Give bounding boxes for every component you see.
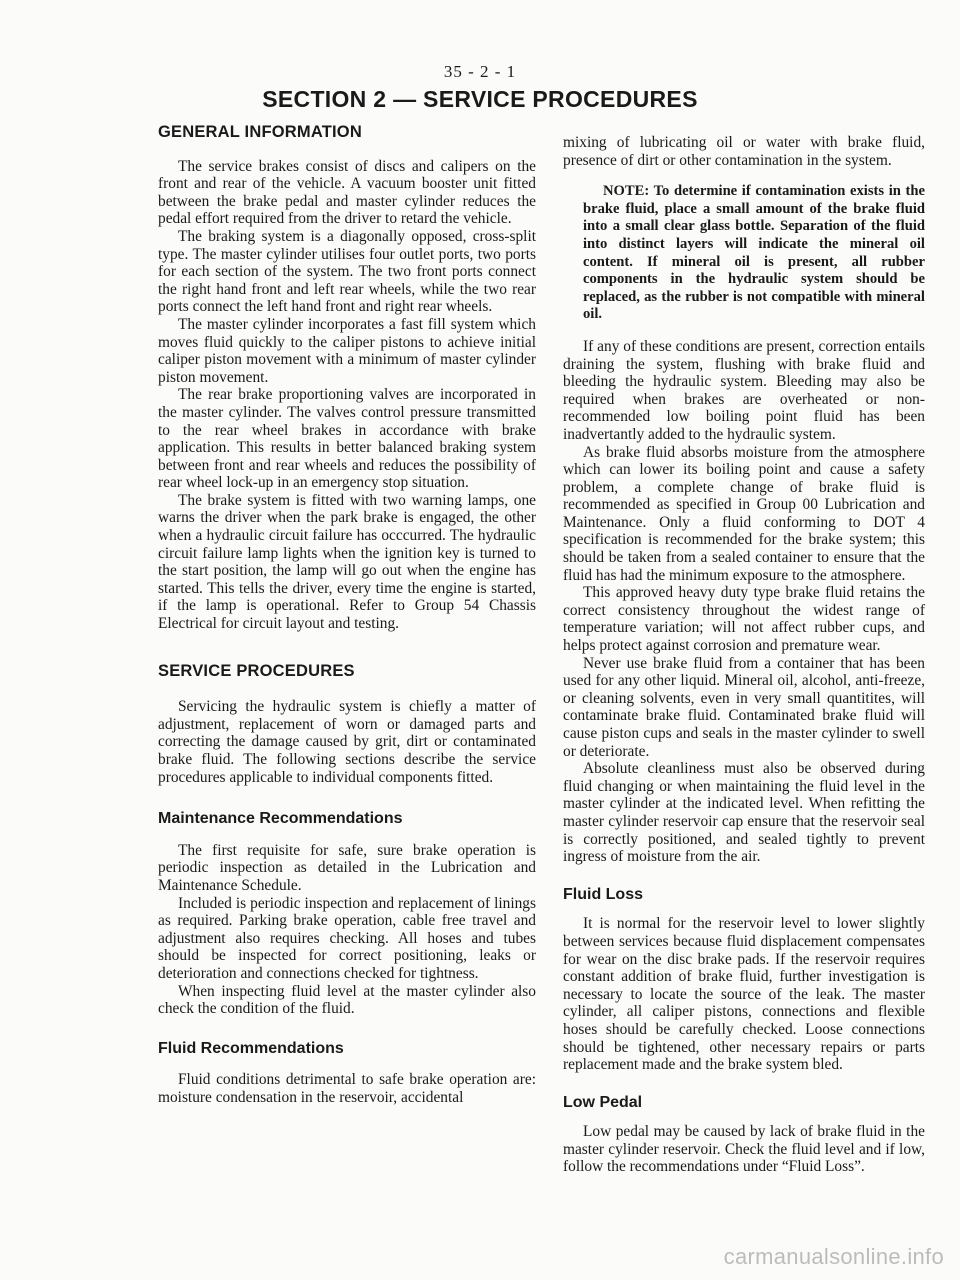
fluid-loss-heading: Fluid Loss — [563, 885, 643, 903]
general-info-paragraph: The brake system is fitted with two warning lamps, one warns the driver when the park brake is engaged, the other when a hydraulic circuit failure has occcurred. The hydraulic circuit failure lamp lights when the ignition key is turned to the start position, the lamp will go out when the engine has started. This tells the driver, every time the engine is started, if the lamp is operational. Refer to Group 54 Chassis Electrical for circuit layout and testing. — [158, 491, 536, 633]
body-paragraph: If any of these conditions are present, correction entails draining the system, flushing with brake fluid and bleeding the hydraulic system. Bleeding may also be required when brakes are overheated or non-recommended low boiling point fluid has been inadvertantly added to the hydraulic system. — [563, 337, 925, 443]
page-number: 35 - 2 - 1 — [443, 62, 517, 81]
section-title: SECTION 2 — SERVICE PROCEDURES — [262, 86, 698, 112]
body-paragraph: Absolute cleanliness must also be observed during fluid changing or when maintaining the fluid level in the master cylinder at the indicated level. When refitting the master cylinder reservoir cap ensure that the reservoir seal is correctly positioned, and sealed tightly to prevent ingress of moisture from the air. — [563, 760, 925, 866]
note-block: NOTE: To determine if contamination exists in the brake fluid, place a small amount of the brake fluid into a small clear glass bottle. Separation of the fluid into distinct layers will indicate the mineral oil content. If mineral oil is present, all rubber components in the hydraulic system should be replaced, as the rubber is not compatible with mineral oil. — [583, 183, 925, 323]
body-paragraph: Never use brake fluid from a container that has been used for any other liquid. Mineral oil, alcohol, anti-freeze, or cleaning solvents, even in very small quantitites, will contaminate brake fluid. Contaminated brake fluid will cause piston cups and seals in the master cylinder to swell or deteriorate. — [563, 654, 925, 760]
low-pedal-heading: Low Pedal — [563, 1093, 643, 1111]
right-column — [563, 134, 925, 1176]
general-info-paragraph: The service brakes consist of discs and calipers on the front and rear of the vehicle. A vacuum booster unit fitted between the brake pedal and master cylinder reduces the pedal effort required from the driver to retard the vehicle. — [158, 157, 536, 228]
watermark: carmanualsonline.info — [723, 1244, 944, 1269]
continuation-paragraph: mixing of lubricating oil or water with brake fluid, presence of dirt or other contamination in the system. — [563, 134, 925, 169]
left-column — [158, 124, 536, 1107]
general-info-paragraph: The braking system is a diagonally opposed, cross-split type. The master cylinder utilises four outlet ports, two ports for each section of the system. The two front ports connect the right hand front and left rear wheels, while the two rear ports connect the left hand front and right rear wheels. — [158, 227, 536, 316]
body-paragraph: As brake fluid absorbs moisture from the atmosphere which can lower its boiling point and cause a safety problem, a complete change of brake fluid is recommended as specified in Group 00 Lubrication and Maintenance. Only a fluid conforming to DOT 4 specification is recommended for the brake system; this should be taken from a sealed container to ensure that the fluid has had the minimum exposure to the atmosphere. — [563, 443, 925, 584]
maintenance-paragraph: When inspecting fluid level at the master cylinder also check the condition of the fluid. — [158, 982, 536, 1018]
fluid-recommendations-heading: Fluid Recommendations — [158, 1039, 344, 1057]
maintenance-heading: Maintenance Recommendations — [158, 810, 403, 828]
service-procedures-paragraph: Servicing the hydraulic system is chiefly a matter of adjustment, replacement of worn or damaged parts and correcting the damage caused by grit, dirt or contaminated brake fluid. The following sections describe the service procedures applicable to individual components fitted. — [158, 698, 536, 786]
fluid-recommendations-paragraph: Fluid conditions detrimental to safe brake operation are: moisture condensation in the reservoir, accidental — [158, 1071, 536, 1106]
maintenance-paragraph: The first requisite for safe, sure brake operation is periodic inspection as detailed in the Lubrication and Maintenance Schedule. — [158, 841, 536, 894]
low-pedal-paragraph: Low pedal may be caused by lack of brake fluid in the master cylinder reservoir. Check the fluid level and if low, follow the recommendations under “Fluid Loss”. — [563, 1123, 925, 1176]
fluid-loss-paragraph: It is normal for the reservoir level to lower slightly between services because fluid displacement compensates for wear on the disc brake pads. If the reservoir requires constant addition of brake fluid, further investigation is necessary to locate the source of the leak. The master cylinder, all caliper pistons, connections and flexible hoses should be carefully checked. Loose connections should be tightened, other necessary repairs or parts replacement made and the brake system bled. — [563, 915, 925, 1074]
maintenance-paragraph: Included is periodic inspection and replacement of linings as required. Parking brake operation, cable free travel and adjustment also requires checking. All hoses and tubes should be inspected for correct positioning, leaks or deterioration and connections checked for tightness. — [158, 894, 536, 982]
general-info-paragraph: The rear brake proportioning valves are incorporated in the master cylinder. The valves control pressure transmitted to the rear wheel brakes in accordance with brake application. This results in better balanced braking system between front and rear wheels and reduces the possibility of rear wheel lock-up in an emergency stop situation. — [158, 386, 536, 492]
general-info-paragraph: The master cylinder incorporates a fast fill system which moves fluid quickly to the caliper pistons to achieve initial caliper piston movement with a minimum of master cylinder piston movement. — [158, 315, 536, 386]
service-procedures-heading: SERVICE PROCEDURES — [158, 661, 355, 680]
general-information-heading: GENERAL INFORMATION — [158, 123, 362, 141]
body-paragraph: This approved heavy duty type brake fluid retains the correct consistency throughout the widest range of temperature variation; will not affect rubber cups, and helps protect against corrosion and premature wear. — [563, 584, 925, 655]
